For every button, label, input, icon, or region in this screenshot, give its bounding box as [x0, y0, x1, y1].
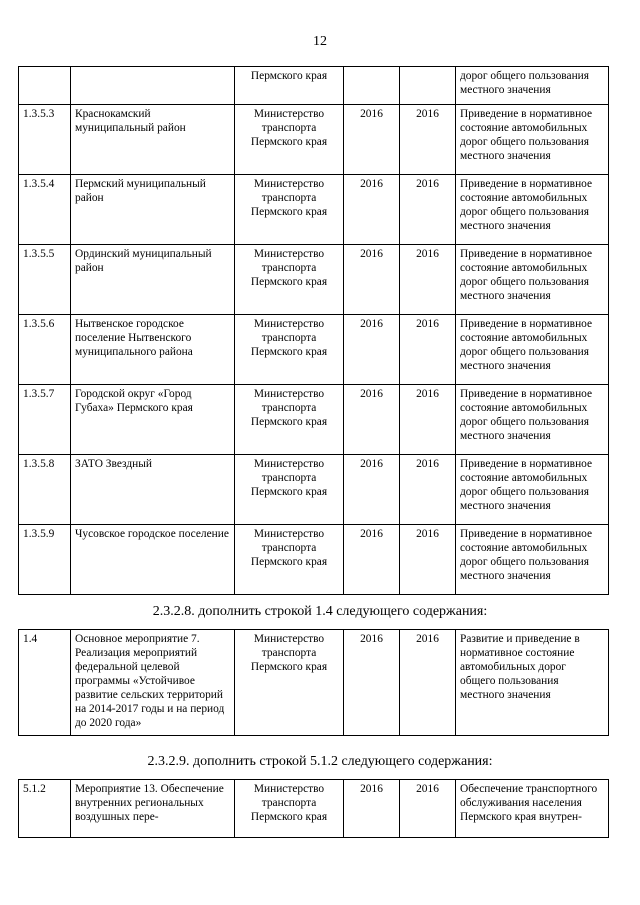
activity-name: Краснокамский муниципальный район [71, 105, 235, 175]
executor: Министерство транспорта Пермского края [235, 245, 344, 315]
executor: Министерство транспорта Пермского края [235, 455, 344, 525]
table-row [19, 245, 609, 315]
activity-name: ЗАТО Звездный [71, 455, 235, 525]
expected-result: Приведение в нормативное состояние автомобильных дорог общего пользования местного значения [456, 315, 609, 385]
activity-name: Нытвенское городское поселение Нытвенского муниципального района [71, 315, 235, 385]
end-year: 2016 [400, 780, 456, 838]
activity-name: Ординский муниципальный район [71, 245, 235, 315]
executor: Министерство транспорта Пермского края [235, 315, 344, 385]
row-number: 1.3.5.5 [19, 245, 71, 315]
row-number: 1.3.5.8 [19, 455, 71, 525]
end-year: 2016 [400, 455, 456, 525]
end-year [400, 67, 456, 105]
section-heading-2-3-2-8: 2.3.2.8. дополнить строкой 1.4 следующего содержания: [152, 604, 488, 619]
start-year [344, 67, 400, 105]
end-year: 2016 [400, 245, 456, 315]
table-row [19, 385, 609, 455]
expected-result: Приведение в нормативное состояние автомобильных дорог общего пользования местного значения [456, 455, 609, 525]
program-table-1 [18, 66, 609, 595]
expected-result: Приведение в нормативное состояние автомобильных дорог общего пользования местного значения [456, 245, 609, 315]
expected-result: Обеспечение транспортного обслуживания населения Пермского края внутрен- [456, 780, 609, 838]
expected-result: Приведение в нормативное состояние автомобильных дорог общего пользования местного значения [456, 385, 609, 455]
page-number: 12 [313, 34, 327, 49]
expected-result: Приведение в нормативное состояние автомобильных дорог общего пользования местного значения [456, 525, 609, 595]
row-number: 1.4 [19, 630, 71, 736]
activity-name: Мероприятие 13. Обеспечение внутренних региональных воздушных пере- [71, 780, 235, 838]
table-row [19, 67, 609, 105]
start-year: 2016 [344, 315, 400, 385]
executor: Министерство транспорта Пермского края [235, 780, 344, 838]
end-year: 2016 [400, 175, 456, 245]
executor: Министерство транспорта Пермского края [235, 525, 344, 595]
end-year: 2016 [400, 385, 456, 455]
row-number: 1.3.5.4 [19, 175, 71, 245]
table-row [19, 455, 609, 525]
activity-name: Пермский муниципальный район [71, 175, 235, 245]
row-number: 1.3.5.7 [19, 385, 71, 455]
row-number: 1.3.5.9 [19, 525, 71, 595]
start-year: 2016 [344, 525, 400, 595]
activity-name: Чусовское городское поселение [71, 525, 235, 595]
row-number [19, 67, 71, 105]
executor: Пермского края [235, 67, 344, 105]
table-row [19, 630, 609, 736]
row-number: 5.1.2 [19, 780, 71, 838]
program-table-3 [18, 779, 609, 838]
executor: Министерство транспорта Пермского края [235, 630, 344, 736]
table-row [19, 525, 609, 595]
end-year: 2016 [400, 315, 456, 385]
activity-name [71, 67, 235, 105]
start-year: 2016 [344, 105, 400, 175]
expected-result: Приведение в нормативное состояние автомобильных дорог общего пользования местного значения [456, 175, 609, 245]
start-year: 2016 [344, 780, 400, 838]
expected-result: дорог общего пользования местного значения [456, 67, 609, 105]
start-year: 2016 [344, 455, 400, 525]
activity-name: Основное мероприятие 7. Реализация мероприятий федеральной целевой программы «Устойчивое развитие сельских территорий на 2014-2017 годы и на период до 2020 года» [71, 630, 235, 736]
section-heading-2-3-2-9: 2.3.2.9. дополнить строкой 5.1.2 следующего содержания: [147, 754, 493, 769]
executor: Министерство транспорта Пермского края [235, 175, 344, 245]
table-row [19, 175, 609, 245]
start-year: 2016 [344, 175, 400, 245]
end-year: 2016 [400, 105, 456, 175]
end-year: 2016 [400, 525, 456, 595]
start-year: 2016 [344, 245, 400, 315]
table-row [19, 780, 609, 838]
activity-name: Городской округ «Город Губаха» Пермского края [71, 385, 235, 455]
table-row [19, 105, 609, 175]
executor: Министерство транспорта Пермского края [235, 385, 344, 455]
expected-result: Приведение в нормативное состояние автомобильных дорог общего пользования местного значения [456, 105, 609, 175]
end-year: 2016 [400, 630, 456, 736]
row-number: 1.3.5.3 [19, 105, 71, 175]
start-year: 2016 [344, 385, 400, 455]
program-table-2 [18, 629, 609, 736]
row-number: 1.3.5.6 [19, 315, 71, 385]
start-year: 2016 [344, 630, 400, 736]
expected-result: Развитие и приведение в нормативное состояние автомобильных дорог общего пользования местного значения [456, 630, 609, 736]
table-row [19, 315, 609, 385]
executor: Министерство транспорта Пермского края [235, 105, 344, 175]
